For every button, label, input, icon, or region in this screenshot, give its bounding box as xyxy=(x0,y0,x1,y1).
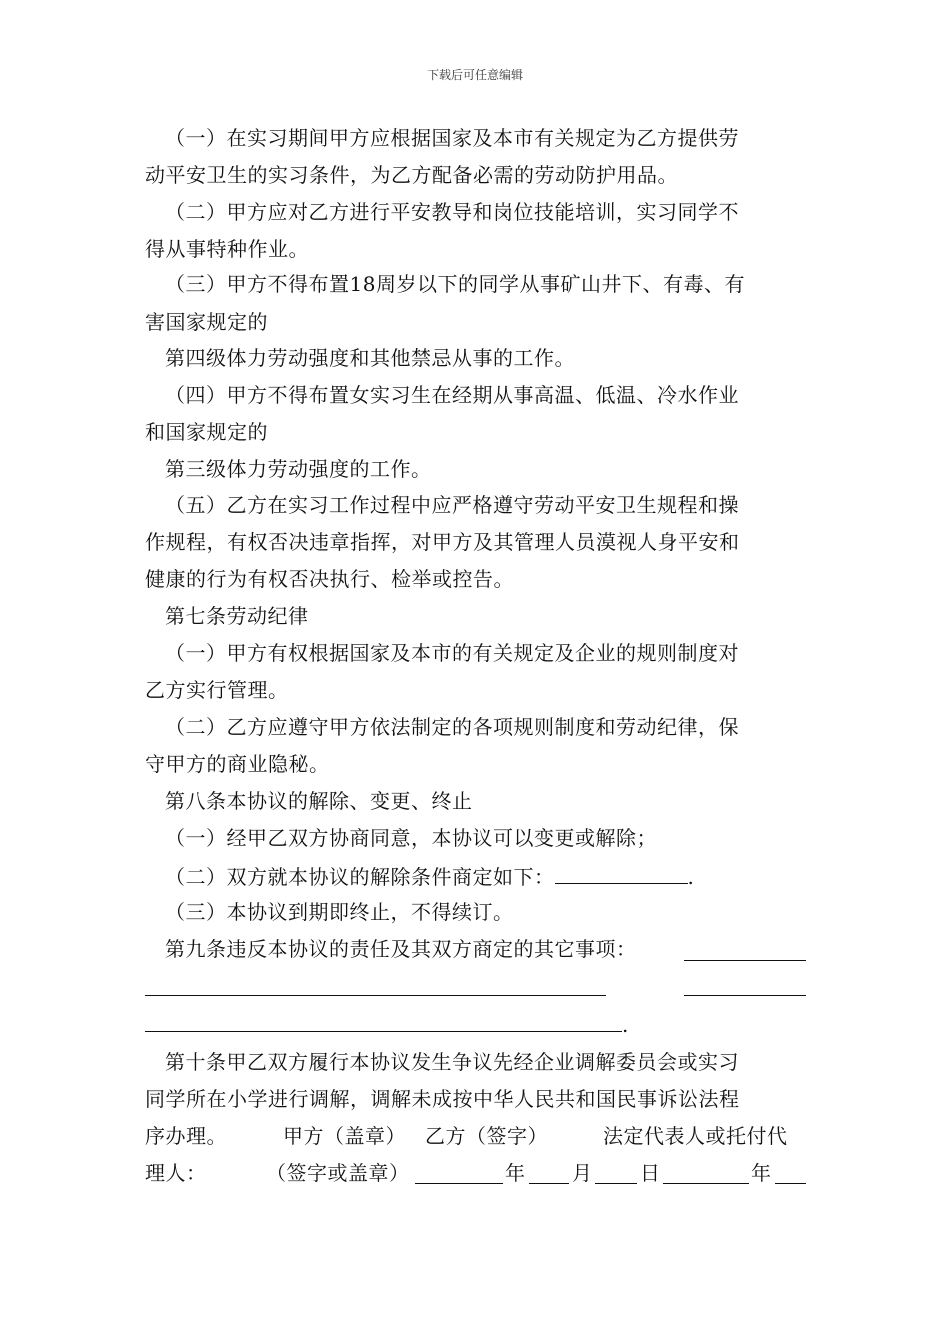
clause-8-3: （三）本协议到期即终止，不得续订。 xyxy=(165,900,514,924)
article-9-blank-1[interactable] xyxy=(684,960,806,961)
clause-8-2 xyxy=(165,863,694,889)
article-9-end: . xyxy=(622,1013,629,1037)
month-label: 月 xyxy=(572,1161,593,1185)
representative-label: 法定代表人或托付代 xyxy=(603,1124,788,1148)
clause-7-1-line2: 乙方实行管理。 xyxy=(145,678,289,702)
year-blank-1[interactable] xyxy=(415,1183,503,1184)
clause-6-5-line1: （五）乙方在实习工作过程中应严格遵守劳动平安卫生规程和操 xyxy=(165,493,739,517)
article-10-line2: 同学所在小学进行调解，调解未成按中华人民共和国民事诉讼法程 xyxy=(145,1087,740,1111)
article-9-blank-2[interactable] xyxy=(145,995,606,996)
clause-7-2-line1: （二）乙方应遵守甲方依法制定的各项规则制度和劳动纪律，保 xyxy=(165,715,739,739)
year-label-2: 年 xyxy=(751,1161,772,1185)
article-10-line3: 序办理。 xyxy=(145,1124,227,1148)
clause-6-5-line2: 作规程，有权否决违章指挥，对甲方及其管理人员漠视人身平安和 xyxy=(145,530,740,554)
month-blank[interactable] xyxy=(529,1183,569,1184)
sign-or-seal-label: （签字或盖章） xyxy=(266,1161,410,1185)
article-7-heading: 第七条劳动纪律 xyxy=(165,604,309,628)
termination-conditions-blank[interactable] xyxy=(555,863,688,884)
clause-6-2-line1: （二）甲方应对乙方进行平安教导和岗位技能培训，实习同学不 xyxy=(165,200,739,224)
party-a-label: 甲方（盖章） xyxy=(283,1124,406,1148)
article-9-blank-3[interactable] xyxy=(684,995,806,996)
clause-6-1-line1: （一）在实习期间甲方应根据国家及本市有关规定为乙方提供劳 xyxy=(165,126,739,150)
article-9-blank-4[interactable] xyxy=(145,1031,622,1032)
day-blank[interactable] xyxy=(595,1183,637,1184)
year-blank-2[interactable] xyxy=(663,1183,749,1184)
article-10-line1: 第十条甲乙双方履行本协议发生争议先经企业调解委员会或实习 xyxy=(165,1050,739,1074)
page-header: 下载后可任意编辑 xyxy=(426,68,523,82)
day-label: 日 xyxy=(640,1161,661,1185)
clause-6-4-line3: 第三级体力劳动强度的工作。 xyxy=(165,457,432,481)
clause-6-3-line1: （三）甲方不得布置18周岁以下的同学从事矿山井下、有毒、有 xyxy=(165,272,745,296)
article-10-line4: 理人： xyxy=(145,1161,207,1185)
clause-8-2-end: . xyxy=(687,865,695,889)
clause-7-1-line1: （一）甲方有权根据国家及本市的有关规定及企业的规则制度对 xyxy=(165,641,739,665)
clause-8-2-text: （二）双方就本协议的解除条件商定如下： xyxy=(165,865,555,889)
clause-6-3-line3: 第四级体力劳动强度和其他禁忌从事的工作。 xyxy=(165,346,575,370)
clause-6-4-line1: （四）甲方不得布置女实习生在经期从事高温、低温、冷水作业 xyxy=(165,383,739,407)
clause-6-5-line3: 健康的行为有权否决执行、检举或控告。 xyxy=(145,567,514,591)
clause-8-1: （一）经甲乙双方协商同意，本协议可以变更或解除； xyxy=(165,826,657,850)
clause-6-2-line2: 得从事特种作业。 xyxy=(145,237,309,261)
year-label-1: 年 xyxy=(505,1161,526,1185)
article-8-heading: 第八条本协议的解除、变更、终止 xyxy=(165,789,473,813)
clause-6-4-line2: 和国家规定的 xyxy=(145,420,268,444)
party-b-label: 乙方（签字） xyxy=(425,1124,548,1148)
article-9-text: 第九条违反本协议的责任及其双方商定的其它事项： xyxy=(165,937,637,961)
article-9-heading xyxy=(165,937,637,961)
clause-6-3-line2: 害国家规定的 xyxy=(145,310,268,334)
trailing-blank[interactable] xyxy=(775,1183,806,1184)
clause-6-1-line2: 动平安卫生的实习条件，为乙方配备必需的劳动防护用品。 xyxy=(145,163,678,187)
clause-7-2-line2: 守甲方的商业隐秘。 xyxy=(145,752,330,776)
